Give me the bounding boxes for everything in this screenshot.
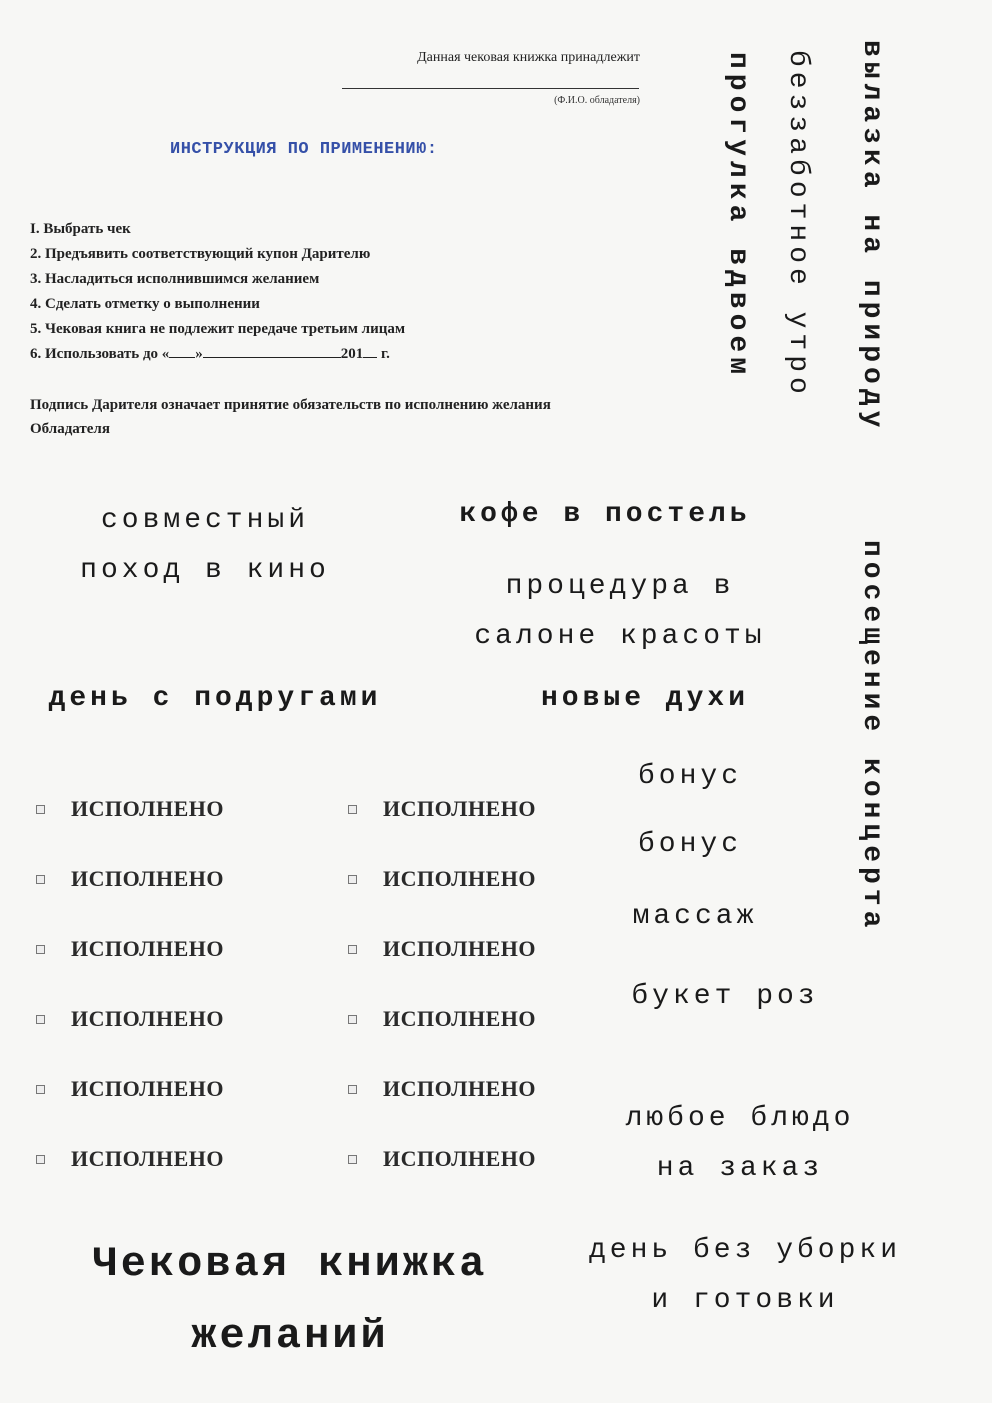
owner-name-hint: (Ф.И.О. обладателя) <box>554 95 640 106</box>
check-row[interactable] <box>348 1144 536 1174</box>
instruction-item: 2. Предъявить соответствующий купон Дарителю <box>30 246 371 262</box>
checkbox[interactable] <box>36 945 45 954</box>
book-title <box>40 1228 540 1372</box>
wish-dish-line2: на заказ <box>656 1153 824 1184</box>
checkbox[interactable] <box>36 1085 45 1094</box>
checkbox[interactable] <box>36 875 45 884</box>
done-label: ИСПОЛНЕНО <box>383 1076 537 1101</box>
wish-coffee-in-bed: кофе в постель <box>459 499 751 530</box>
checkbox[interactable] <box>348 805 357 814</box>
wish-movie <box>50 496 360 596</box>
wish-concert: посещение концерта <box>856 540 887 933</box>
checklist-left <box>36 794 224 1174</box>
wish-carefree-morning: беззаботное утро <box>782 50 813 399</box>
instruction-item: 4. Сделать отметку о выполнении <box>30 296 260 312</box>
check-row[interactable] <box>348 1004 536 1034</box>
wish-no-chores <box>570 1226 920 1326</box>
check-row[interactable] <box>36 864 224 894</box>
check-row[interactable] <box>36 1004 224 1034</box>
wish-bonus: бонус <box>637 761 742 792</box>
checkbox[interactable] <box>36 1155 45 1164</box>
wish-nature-trip: вылазка на природу <box>856 40 887 433</box>
wish-bonus: бонус <box>637 829 742 860</box>
expiry-year-blank <box>363 346 377 358</box>
check-row[interactable] <box>348 934 536 964</box>
wish-new-perfume: новые духи <box>540 683 750 714</box>
expiry-month-blank <box>203 346 341 358</box>
checkbox[interactable] <box>348 1085 357 1094</box>
checkbox[interactable] <box>36 1015 45 1024</box>
signature-note: Подпись Дарителя означает принятие обязательств по исполнению желания Обладателя <box>30 397 551 437</box>
expiry-mid: » <box>195 346 203 362</box>
done-label: ИСПОЛНЕНО <box>383 1006 537 1031</box>
check-row[interactable] <box>348 794 536 824</box>
wish-dish-line1: любое блюдо <box>625 1103 855 1134</box>
check-row[interactable] <box>348 864 536 894</box>
expiry-year: 201 <box>340 346 364 362</box>
done-label: ИСПОЛНЕНО <box>71 796 225 821</box>
wish-salon-line2: салоне красоты <box>474 621 766 652</box>
done-label: ИСПОЛНЕНО <box>71 1076 225 1101</box>
done-label: ИСПОЛНЕНО <box>71 866 225 891</box>
done-label: ИСПОЛНЕНО <box>383 866 537 891</box>
wish-walk-together: прогулка вдвоем <box>722 52 753 380</box>
book-title-line2: желаний <box>191 1312 389 1360</box>
instructions-list <box>30 217 405 367</box>
expiry-suffix: г. <box>381 346 390 362</box>
wish-no-chores-line1: день без уборки <box>588 1235 902 1266</box>
done-label: ИСПОЛНЕНО <box>383 1146 537 1171</box>
done-label: ИСПОЛНЕНО <box>383 936 537 961</box>
wish-any-dish <box>600 1094 880 1194</box>
instruction-item-expiry <box>30 342 405 367</box>
done-label: ИСПОЛНЕНО <box>383 796 537 821</box>
checklist-right <box>348 794 536 1174</box>
wish-day-with-friends: день с подругами <box>48 683 382 714</box>
wish-no-chores-line2: и готовки <box>651 1285 839 1316</box>
wish-movie-line1: совместный <box>100 505 310 536</box>
owner-name-line <box>342 88 639 89</box>
instruction-item: 5. Чековая книга не подлежит передаче третьим лицам <box>30 321 406 337</box>
done-label: ИСПОЛНЕНО <box>71 1006 225 1031</box>
check-row[interactable] <box>36 934 224 964</box>
checkbox[interactable] <box>348 875 357 884</box>
wish-salon-line1: процедура в <box>505 571 735 602</box>
owner-label: Данная чековая книжка принадлежит <box>417 50 640 65</box>
check-row[interactable] <box>36 1144 224 1174</box>
instruction-item: 3. Насладиться исполнившимся желанием <box>30 271 320 287</box>
check-row[interactable] <box>36 1074 224 1104</box>
done-label: ИСПОЛНЕНО <box>71 936 225 961</box>
wish-movie-line2: поход в кино <box>80 555 330 586</box>
checkbox[interactable] <box>36 805 45 814</box>
wish-massage: массаж <box>632 901 758 932</box>
wish-beauty-salon <box>440 562 800 662</box>
instructions-title: ИНСТРУКЦИЯ ПО ПРИМЕНЕНИЮ: <box>170 140 438 159</box>
checkbox[interactable] <box>348 1155 357 1164</box>
expiry-prefix: 6. Использовать до « <box>30 346 170 362</box>
instruction-item: I. Выбрать чек <box>30 221 131 237</box>
expiry-day-blank <box>169 346 195 358</box>
done-label: ИСПОЛНЕНО <box>71 1146 225 1171</box>
check-row[interactable] <box>348 1074 536 1104</box>
checkbox[interactable] <box>348 1015 357 1024</box>
wish-roses: букет роз <box>631 981 819 1012</box>
check-row[interactable] <box>36 794 224 824</box>
book-title-line1: Чековая книжка <box>92 1240 488 1288</box>
checkbox[interactable] <box>348 945 357 954</box>
